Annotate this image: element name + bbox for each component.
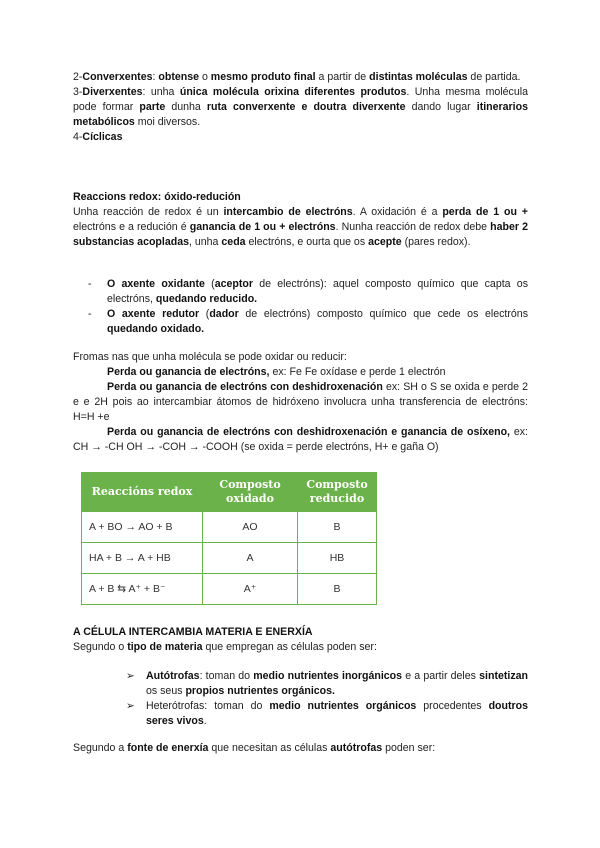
item-number: 3- (73, 86, 83, 98)
redox-heading (73, 190, 528, 205)
text-run: o (199, 71, 211, 83)
bold-run: dador (209, 308, 239, 320)
text-run: os seus (146, 685, 186, 697)
dash-bullet: - (88, 278, 92, 290)
text-run: electróns e a redución é (73, 221, 190, 233)
redox-table (81, 472, 377, 605)
text-run: Segundo a (73, 742, 128, 754)
text-run: . Nunha reacción de redox debe (335, 221, 491, 233)
text-run: de electróns): aquel composto químico que capta os electróns, (107, 278, 528, 305)
list-item-oxidant (88, 277, 528, 307)
arrow-bullet-icon: ➢ (126, 670, 135, 682)
divergent-term: Diverxentes (82, 86, 143, 98)
item-number: 4- (73, 131, 83, 143)
cell-heading (73, 625, 528, 640)
text-run: que necesitan as células (208, 742, 331, 754)
text-run: Heterótrofas (146, 700, 205, 712)
pathway-types-section (73, 70, 528, 145)
forms-intro: Fromas nas que unha molécula se pode oxidar ou reducir: (73, 351, 347, 363)
text-run: . (203, 715, 207, 727)
table-cell: HB (298, 543, 377, 574)
cell-section (73, 625, 528, 655)
energy-source-paragraph (73, 741, 528, 756)
bold-run: perda de 1 ou + (442, 206, 528, 218)
text-run: Segundo o (73, 641, 128, 653)
bold-run: Autótrofas (146, 670, 200, 682)
matter-type-paragraph (73, 640, 528, 655)
table-cell: A + B ⇆ A⁺ + B⁻ (82, 574, 203, 605)
bold-run: mesmo produto final (210, 71, 316, 83)
bold-run: aceptor (214, 278, 253, 290)
text-run: : (152, 71, 159, 83)
bold-run: parte (139, 101, 166, 113)
text-run: ex: CH → -CH OH → -COH → -COOH (se oxida = perde electróns, H+ e gaña O) (73, 426, 528, 453)
text-run: procedentes (416, 700, 489, 712)
column-header: Reaccións redox (82, 473, 203, 512)
text-run: de partida. (467, 71, 521, 83)
cyclic-paragraph (73, 130, 528, 145)
bold-run: haber 2 substancias acopladas (73, 221, 528, 248)
bold-run: Perda ou ganancia de electróns, (107, 366, 270, 378)
column-header: Composto oxidado (203, 473, 298, 512)
redox-forms-section (73, 350, 528, 455)
text-run: dando lugar (405, 101, 477, 113)
bold-run: ruta converxente e doutra diverxente (206, 101, 406, 113)
table-header-row (82, 473, 377, 512)
bold-run: propios nutrientes orgánicos. (185, 685, 335, 697)
table-cell: B (298, 512, 377, 543)
table-cell: AO (203, 512, 298, 543)
text-run: ( (199, 308, 210, 320)
list-item-autotrophs (126, 669, 528, 699)
table-cell: A (203, 543, 298, 574)
bold-run: ganancia de 1 ou + electróns (189, 221, 336, 233)
convergent-term: Converxentes (82, 71, 153, 83)
bold-run: itinerarios metabólicos (73, 101, 528, 128)
bold-run: quedando oxidado. (107, 323, 205, 335)
text-run: moi diversos. (134, 116, 201, 128)
bold-run: acepte (368, 236, 402, 248)
text-run: a partir de (315, 71, 370, 83)
column-header: Composto reducido (298, 473, 377, 512)
form-oxygen-gain (73, 425, 528, 455)
form-electron-loss (73, 365, 528, 380)
bold-run: fonte de enerxía (127, 742, 209, 754)
text-run: electróns, e ourta que os (245, 236, 369, 248)
text-run: . A oxidación é a (352, 206, 443, 218)
table-row (82, 512, 377, 543)
cyclic-term: Cíclicas (82, 131, 123, 143)
bold-run: intercambio de electróns (223, 206, 353, 218)
item-number: 2- (73, 71, 83, 83)
bold-run: doutros seres vivos (146, 700, 528, 727)
text-run: e a partir deles (402, 670, 480, 682)
energy-source-section (73, 741, 528, 756)
table-cell: A⁺ (203, 574, 298, 605)
cell-type-list (126, 669, 528, 729)
table-cell: B (298, 574, 377, 605)
text-run: de electróns) composto químico que cede os electróns (238, 308, 528, 320)
bold-run: sintetizan (479, 670, 529, 682)
text-run: ( (204, 278, 215, 290)
text-run: . Unha mesma molécula pode formar (73, 86, 528, 113)
bold-run: Perda ou ganancia de electróns con deshidroxenación e ganancia de osíxeno, (107, 426, 510, 438)
redox-agent-list (88, 277, 528, 337)
bold-run: ceda (221, 236, 246, 248)
section-heading: Reaccions redox: óxido-redución (73, 191, 241, 203)
bold-run: medio nutrientes inorgánicos (253, 670, 403, 682)
bold-run: única molécula orixina diferentes produtos (179, 86, 407, 98)
list-item-heterotrophs (126, 699, 528, 729)
text-run: dunha (165, 101, 207, 113)
redox-definition-paragraph (73, 205, 528, 250)
divergent-paragraph (73, 85, 528, 130)
text-run: poden ser: (382, 742, 436, 754)
text-run: que empregan as células poden ser: (202, 641, 377, 653)
arrow-bullet-icon: ➢ (126, 700, 135, 712)
text-run: ex: Fe Fe oxídase e perde 1 electrón (269, 366, 446, 378)
bold-run: O axente oxidante (107, 278, 205, 290)
table-cell: HA + B → A + HB (82, 543, 203, 574)
bold-run: obtense (158, 71, 200, 83)
form-dehydrogenation (73, 380, 528, 425)
text-run: : toman do (204, 700, 270, 712)
text-run: ex: SH o S se oxida e perde 2 e e 2H pois ao intercambiar átomos de hidróxeno involucra unha transferencia de electróns: H=H +e (73, 381, 528, 423)
table-cell: A + BO → AO + B (82, 512, 203, 543)
bold-run: O axente redutor (107, 308, 200, 320)
bold-run: medio nutrientes orgánicos (269, 700, 417, 712)
convergent-paragraph (73, 70, 528, 85)
dash-bullet: - (88, 308, 92, 320)
bold-run: Perda ou ganancia de electróns con deshidroxenación (107, 381, 383, 393)
text-run: : toman do (199, 670, 254, 682)
table-row (82, 574, 377, 605)
list-item-reductant (88, 307, 528, 337)
text-run: (pares redox). (401, 236, 471, 248)
text-run: : unha (142, 86, 180, 98)
bold-run: quedando reducido. (155, 293, 258, 305)
redox-section (73, 190, 528, 250)
text-run: Unha reacción de redox é un (73, 206, 224, 218)
table-row (82, 543, 377, 574)
bold-run: distintas moléculas (369, 71, 468, 83)
text-run: , unha (189, 236, 222, 248)
bold-run: tipo de materia (127, 641, 203, 653)
bold-run: autótrofas (330, 742, 383, 754)
section-heading: A CÉLULA INTERCAMBIA MATERIA E ENERXÍA (73, 626, 313, 638)
